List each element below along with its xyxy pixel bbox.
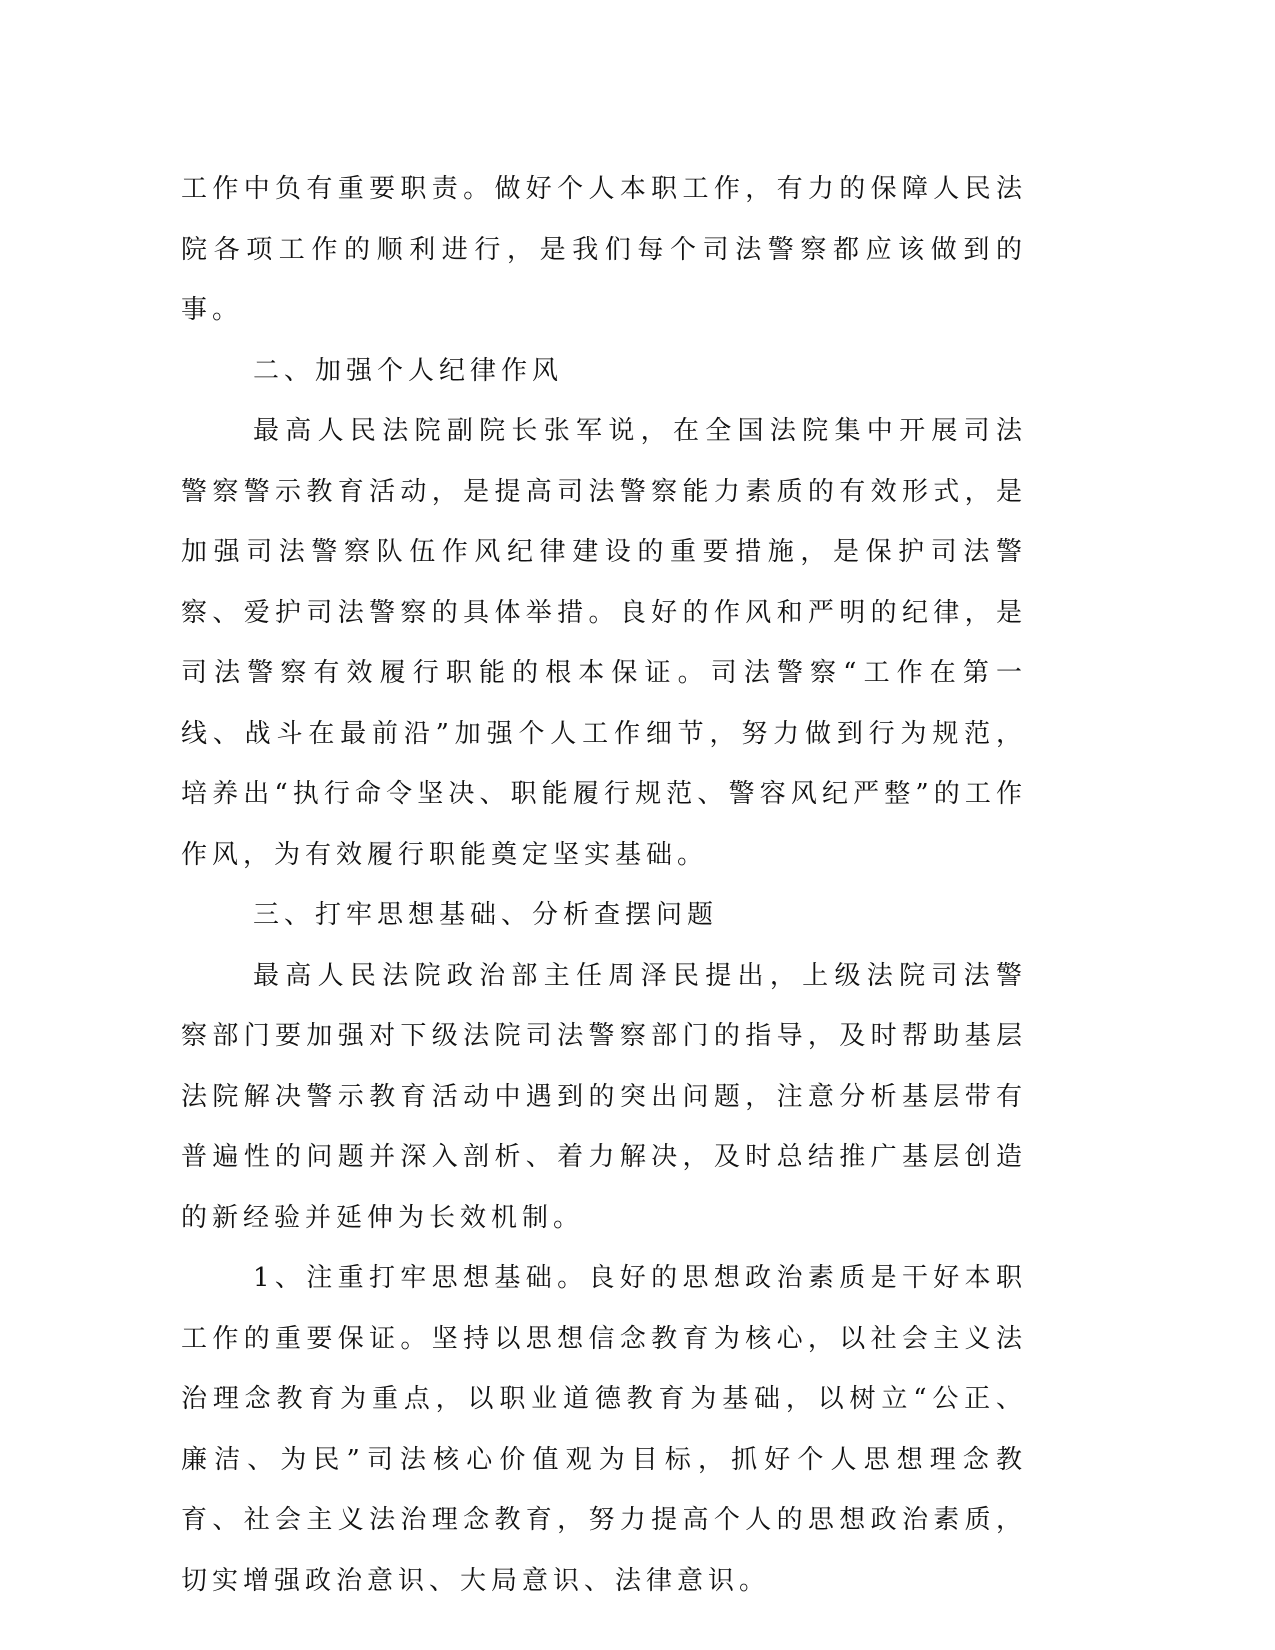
- section-heading-2: 二、加强个人纪律作风: [253, 355, 564, 386]
- paragraph-ideology: 1、注重打牢思想基础。良好的思想政治素质是干好本职工作的重要保证。坚持以思想信念教育为核心，以社会主义法治理念教育为重点，以职业道德教育为基础，以树立“公正、廉洁、为民”司法核心价值观为目标，抓好个人思想理念教育、社会主义法治理念教育，努力提高个人的思想政治素质，切实增强政治意识、大局意识、法律意识。: [181, 1263, 1027, 1596]
- paragraph-continuation: 工作中负有重要职责。做好个人本职工作，有力的保障人民法院各项工作的顺利进行，是我们每个司法警察都应该做到的事。: [181, 174, 1027, 325]
- document-body: [181, 159, 1027, 1611]
- section-heading-3: 三、打牢思想基础、分析查摆问题: [253, 900, 719, 930]
- paragraph-guidance: 最高人民法院政治部主任周泽民提出，上级法院司法警察部门要加强对下级法院司法警察部门的指导，及时帮助基层法院解决警示教育活动中遇到的突出问题，注意分析基层带有普遍性的问题并深入剖析、着力解决，及时总结推广基层创造的新经验并延伸为长效机制。: [181, 960, 1027, 1233]
- paragraph-discipline: 最高人民法院副院长张军说，在全国法院集中开展司法警察警示教育活动，是提高司法警察能力素质的有效形式，是加强司法警察队伍作风纪律建设的重要措施，是保护司法警察、爱护司法警察的具体举措。良好的作风和严明的纪律，是司法警察有效履行职能的根本保证。司法警察“工作在第一线、战斗在最前沿”加强个人工作细节，努力做到行为规范，培养出“执行命令坚决、职能履行规范、警容风纪严整”的工作作风，为有效履行职能奠定坚实基础。: [181, 416, 1027, 870]
